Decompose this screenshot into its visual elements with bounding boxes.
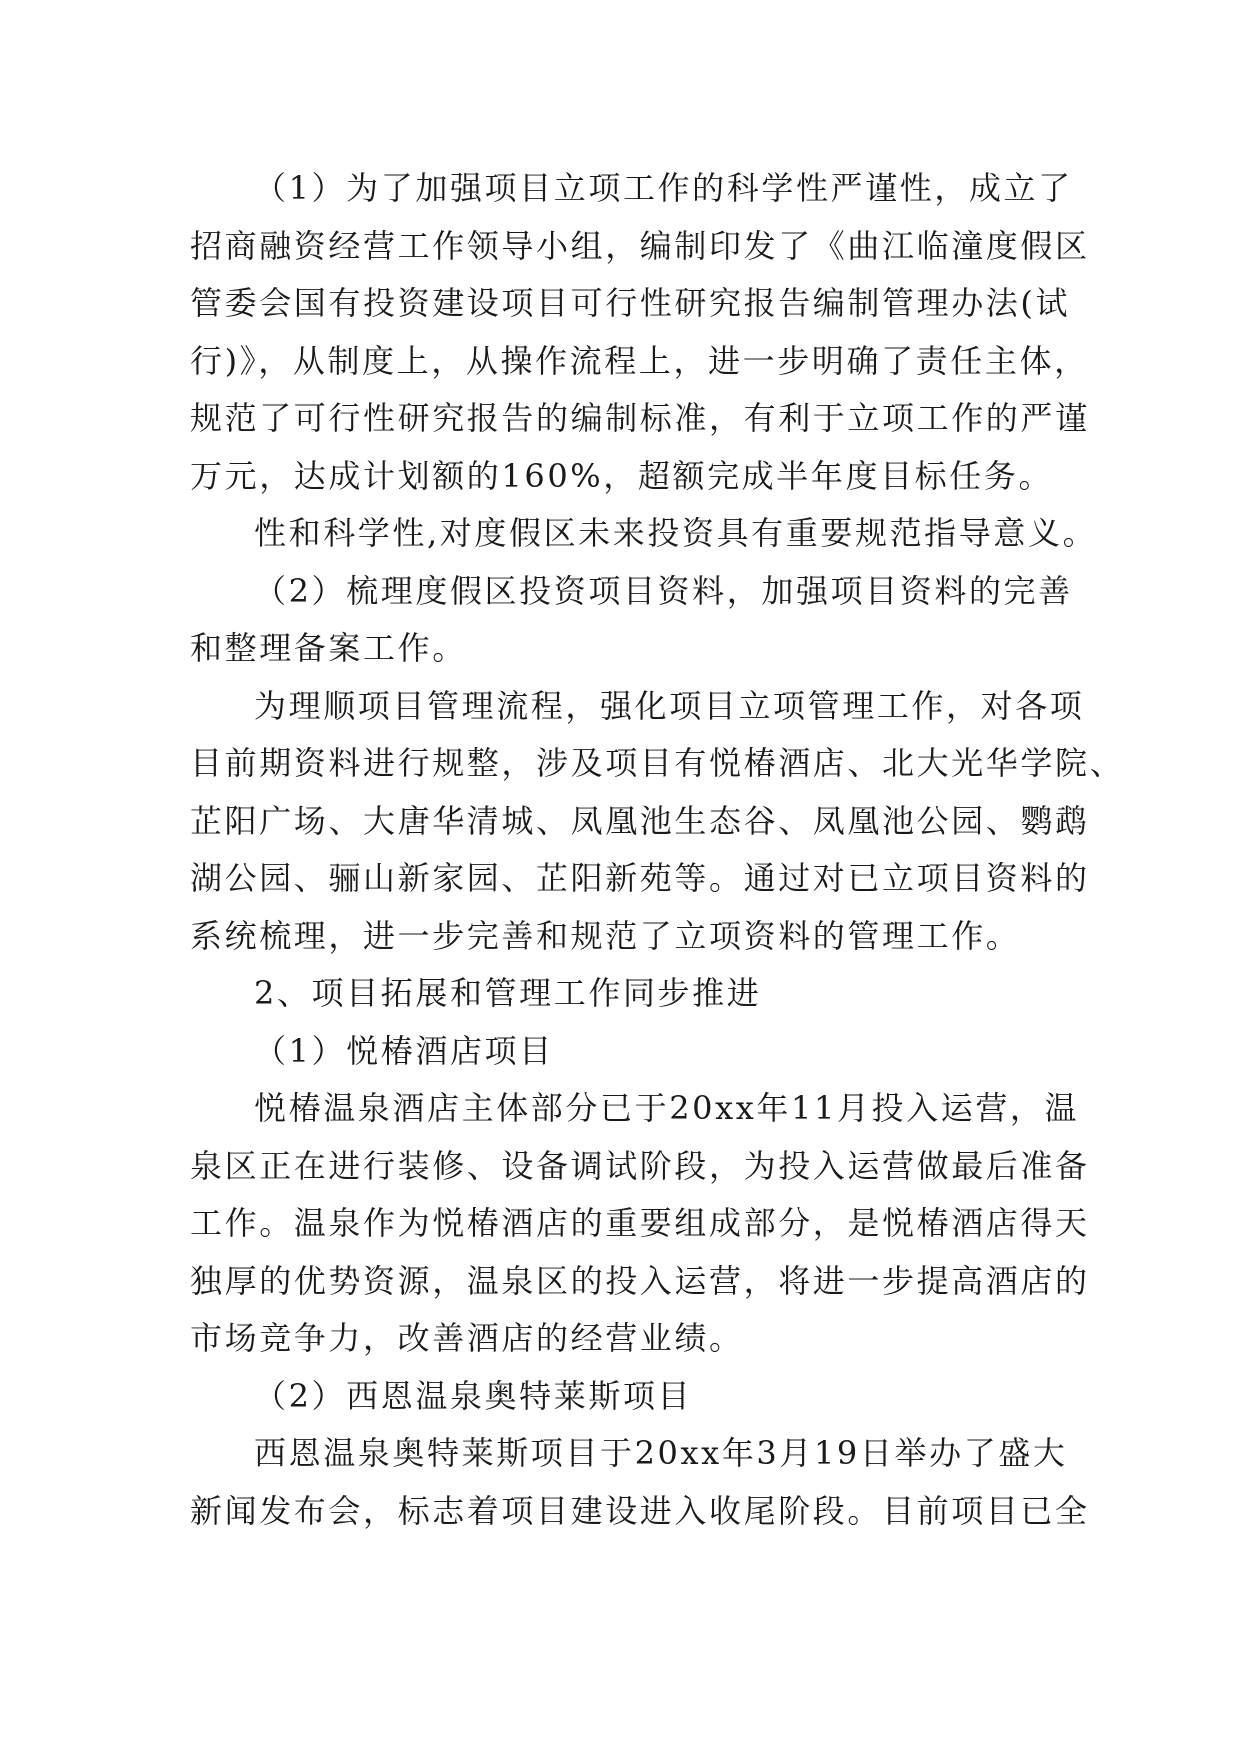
text-line: 行)》，从制度上，从操作流程上，进一步明确了责任主体， bbox=[190, 341, 1089, 380]
text-line: 湖公园、骊山新家园、芷阳新苑等。通过对已立项目资料的 bbox=[190, 859, 1090, 897]
text-line: 招商融资经营工作领导小组，编制印发了《曲江临潼度假区 bbox=[190, 226, 1090, 265]
text-line: 万元，达成计划额的160%，超额完成半年度目标任务。 bbox=[190, 456, 1054, 495]
text-line: 工作。温泉作为悦椿酒店的重要组成部分，是悦椿酒店得天 bbox=[190, 1204, 1090, 1242]
text-line: 性和科学性,对度假区未来投资具有重要规范指导意义。 bbox=[254, 514, 1098, 552]
text-line: （2）梳理度假区投资项目资料，加强项目资料的完善 bbox=[254, 571, 1073, 610]
text-line: 系统梳理，进一步完善和规范了立项资料的管理工作。 bbox=[190, 916, 1021, 955]
text-line: 西恩温泉奥特莱斯项目于20xx年3月19日举办了盛大 bbox=[254, 1434, 1068, 1472]
text-line: 管委会国有投资建设项目可行性研究报告编制管理办法(试 bbox=[190, 284, 1071, 322]
subsection-heading: （1）悦椿酒店项目 bbox=[254, 1031, 554, 1070]
section-heading: 2、项目拓展和管理工作同步推进 bbox=[254, 974, 762, 1012]
text-line: 泉区正在进行装修、设备调试阶段，为投入运营做最后准备 bbox=[190, 1146, 1090, 1185]
text-line: 新闻发布会，标志着项目建设进入收尾阶段。目前项目已全 bbox=[190, 1491, 1090, 1530]
text-line: 市场竞争力，改善酒店的经营业绩。 bbox=[190, 1319, 744, 1357]
text-line: 和整理备案工作。 bbox=[190, 629, 467, 667]
text-line: 独厚的优势资源，温泉区的投入运营，将进一步提高酒店的 bbox=[190, 1261, 1090, 1300]
text-line: （1）为了加强项目立项工作的科学性严谨性，成立了 bbox=[254, 169, 1073, 207]
text-line: 为理顺项目管理流程，强化项目立项管理工作，对各项 bbox=[254, 686, 1085, 725]
subsection-heading: （2）西恩温泉奥特莱斯项目 bbox=[254, 1376, 693, 1415]
text-line: 悦椿温泉酒店主体部分已于20xx年11月投入运营，温 bbox=[254, 1089, 1080, 1127]
body-text bbox=[190, 160, 1125, 1540]
text-line: 目前期资料进行规整，涉及项目有悦椿酒店、北大光华学院、 bbox=[190, 744, 1125, 782]
text-line: 芷阳广场、大唐华清城、凤凰池生态谷、凤凰池公园、鹦鹉 bbox=[190, 801, 1090, 840]
text-line: 规范了可行性研究报告的编制标准，有利于立项工作的严谨 bbox=[190, 399, 1090, 437]
